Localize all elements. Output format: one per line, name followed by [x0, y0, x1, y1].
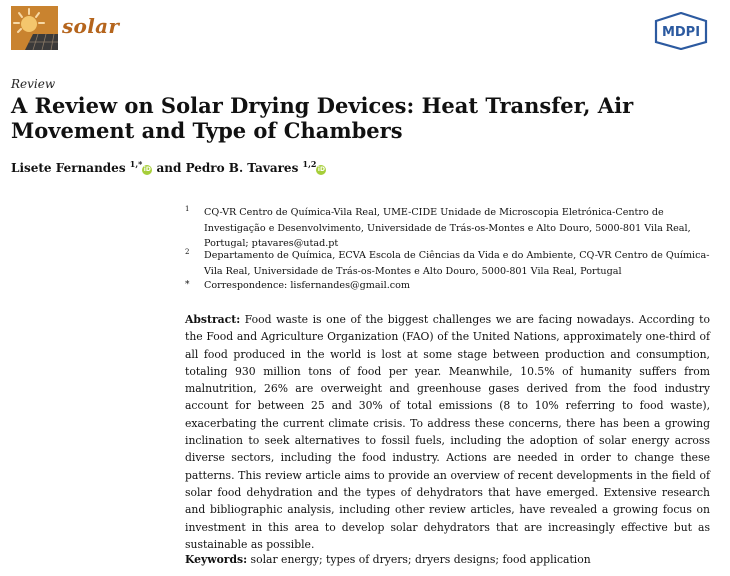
abstract-label: Abstract: [185, 313, 241, 326]
correspondence [185, 278, 710, 294]
author-list [11, 161, 326, 175]
author-joiner: and [156, 161, 182, 175]
author-name[interactable]: Lisete Fernandes [11, 161, 126, 175]
publisher-name: MDPI [661, 25, 701, 40]
abstract [185, 311, 710, 553]
affiliation-mark: 2 [185, 248, 190, 256]
affiliation-mark: 1 [185, 205, 190, 213]
affiliation-mark: * [185, 280, 190, 290]
sun-solar-panel-logo [11, 6, 58, 50]
journal-header [0, 0, 730, 60]
keywords-label: Keywords: [185, 553, 248, 566]
author-affiliation-marks: 1,* [129, 159, 143, 169]
affiliation-text: Departamento de Química, ECVA Escola de Ciências da Vida e do Ambiente, CQ-VR Centro de Química-Vila Real, Universidade de Trás-os-Montes e Alto Douro, 5000-801 Vila Real, Portugal [204, 250, 710, 277]
journal-name: solar [62, 14, 120, 38]
correspondence-text: Correspondence: lisfernandes@gmail.com [204, 280, 410, 291]
abstract-text: Food waste is one of the biggest challenges we are facing nowadays. According to the Food and Agriculture Organization (FAO) of the United Nations, approximately one-third of all food produced in the world is lost at some stage between production and consumption, totaling 930 million tons of food per year. Meanwhile, 10.5% of humanity suffers from malnutrition, 26% are overweight and greenhouse gases derived from the food industry account for between 25 and 30% of total emissions (8 to 10% referring to food waste), exacerbating the current climate crisis. To address these concerns, there has been a growing inclination to seek alternatives to fossil fuels, including the adoption of solar energy across diverse sectors, including the food industry. Actions are needed in order to change these patterns. This review article aims to provide an overview of recent developments in the field of solar food dehydration and the types of dehydrators that have emerged. Extensive research and bibliographic analysis, including other review articles, have revealed a growing focus on investment in this area to develop solar dehydrators that are increasingly effective but as sustainable as possible. [185, 313, 710, 551]
orcid-icon[interactable]: iD [143, 166, 151, 173]
author-affiliation-marks: 1,2 [302, 159, 317, 169]
article-type: Review [11, 77, 56, 91]
author-name[interactable]: Pedro B. Tavares [185, 161, 299, 175]
mdpi-logo [652, 12, 710, 50]
keywords [185, 552, 710, 568]
orcid-icon[interactable]: iD [317, 166, 325, 173]
keywords-text: solar energy; types of dryers; dryers designs; food application [250, 553, 591, 566]
affiliation-2 [185, 248, 710, 279]
article-title: A Review on Solar Drying Devices: Heat Transfer, Air Movement and Type of Chambers [11, 93, 634, 143]
sun-solar-panel-icon [11, 6, 58, 50]
affiliation-text: CQ-VR Centro de Química-Vila Real, UME-CIDE Unidade de Microscopia Eletrónica-Centro de Investigação e Desenvolvimento, Universidade de Trás-os-Montes e Alto Douro, 5000-801 Vila Real, Portugal; ptavares@utad.pt [204, 207, 691, 249]
affiliation-1 [185, 205, 710, 252]
